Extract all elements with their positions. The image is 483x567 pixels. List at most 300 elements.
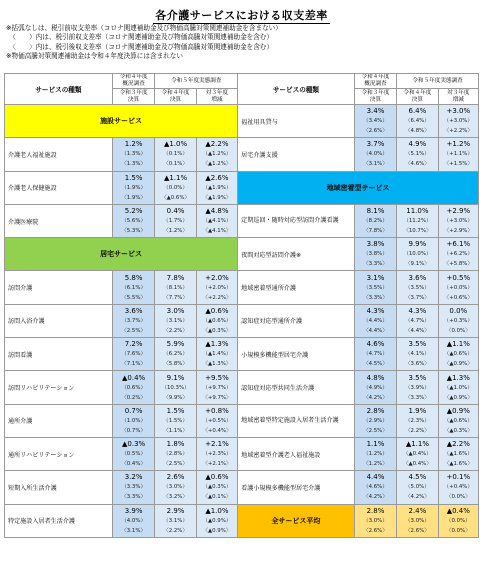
value-line: 〈0.0%〉 [446, 327, 471, 334]
value-line: 〈▲0.4%〉 [403, 461, 432, 468]
table-row [5, 204, 479, 237]
value-line: （+3.0%） [443, 118, 473, 125]
value-line: （+1.1%） [443, 151, 473, 158]
value-line: 〈4.2%〉 [363, 394, 388, 401]
service-name: 訪問看護 [5, 338, 113, 371]
value-line: 〈3.7%〉 [405, 294, 430, 301]
header-service-left: サービスの種類 [5, 74, 113, 105]
value-line: 0.0% [449, 306, 468, 315]
value-cell [196, 204, 237, 237]
value-line: （▲0.3%） [202, 484, 232, 491]
table-row [5, 304, 479, 337]
value-cell [397, 238, 438, 271]
value-cell [112, 504, 154, 537]
value-cell [155, 171, 196, 204]
header-service-right: サービスの種類 [238, 74, 355, 105]
value-line: 3.9% [124, 506, 143, 515]
value-line: （▲0.4%） [403, 451, 432, 458]
value-cell [397, 304, 438, 337]
value-cell [397, 271, 438, 304]
value-line: （6.1%） [121, 284, 146, 291]
service-name: 短期入所生活介護 [5, 471, 113, 504]
service-name: 特定施設入居者生活介護 [5, 504, 113, 537]
value-cell [397, 437, 438, 470]
value-line: （3.3%） [121, 484, 146, 491]
value-line: ▲2.6% [205, 173, 229, 182]
value-line: 〈0.4%〉 [121, 461, 146, 468]
value-line: 1.5% [166, 406, 185, 415]
value-line: 3.8% [366, 240, 385, 249]
value-line: （0.0%） [163, 184, 188, 191]
value-line: +6.1% [446, 240, 471, 249]
value-cell [155, 271, 196, 304]
value-cell [438, 504, 478, 537]
service-name: 認知症対応型共同生活介護 [238, 371, 355, 404]
service-name: 定期巡回・随時対応型訪問介護看護 [238, 204, 355, 237]
service-name: 夜間対応型訪問介護※ [238, 238, 355, 271]
total-label: 全サービス平均 [238, 504, 355, 537]
value-line: （5.1%） [405, 151, 430, 158]
value-line: （4.6%） [363, 484, 388, 491]
value-cell [354, 105, 396, 138]
value-cell [112, 171, 154, 204]
table-body [5, 74, 479, 538]
value-cell [438, 238, 478, 271]
value-line: 3.6% [408, 273, 427, 282]
value-line: 〈+0.6%〉 [443, 294, 473, 301]
service-name: 訪問リハビリテーション [5, 371, 113, 404]
value-cell [354, 304, 396, 337]
value-line: 〈2.6%〉 [363, 128, 388, 135]
value-cell [354, 138, 396, 171]
value-line: ▲0.6% [205, 473, 229, 482]
value-line: （+0.4%） [443, 484, 473, 491]
value-line: ▲1.1% [405, 440, 429, 449]
value-line: 4.8% [366, 373, 385, 382]
value-line: 9.1% [166, 373, 185, 382]
value-line: 5.9% [166, 340, 185, 349]
value-line: 〈+2.9%〉 [443, 228, 473, 235]
value-line: +1.2% [446, 140, 471, 149]
value-cell [397, 504, 438, 537]
value-line: 〈3.6%〉 [405, 361, 430, 368]
value-line: （2.3%） [405, 417, 430, 424]
header-r4-survey-right: 令和４年度 概況調査 [354, 74, 396, 89]
value-cell [196, 138, 237, 171]
value-cell [397, 338, 438, 371]
title-wrap [0, 4, 483, 24]
service-name: 地域密着型特定施設入居者生活介護 [238, 404, 355, 437]
value-line: （3.1%） [163, 317, 188, 324]
value-cell [354, 504, 396, 537]
value-line: 〈10.7%〉 [403, 228, 432, 235]
value-line: ▲0.6% [205, 306, 229, 315]
section-header: 居宅サービス [5, 238, 238, 271]
value-cell [354, 238, 396, 271]
service-name: 通所介護 [5, 404, 113, 437]
value-line: +0.8% [205, 406, 229, 415]
value-line: （4.0%） [363, 151, 388, 158]
value-cell [196, 504, 237, 537]
value-line: 〈3.3%〉 [121, 494, 146, 501]
value-line: 〈2.2%〉 [405, 427, 430, 434]
value-cell [155, 138, 196, 171]
header-r3-settle-right: 令和３年度 決算 [354, 89, 396, 105]
value-line: 1.1% [366, 440, 385, 449]
value-line: 〈▲1.2%〉 [202, 161, 232, 168]
value-line: （+0.5%） [202, 417, 232, 424]
value-line: （3.0%） [405, 517, 430, 524]
service-name: 地域密着型介護老人福祉施設 [238, 437, 355, 470]
value-line: 2.9% [166, 506, 185, 515]
value-line: （6.4%） [405, 118, 430, 125]
value-line: （5.6%） [121, 218, 146, 225]
value-line: （3.0%） [363, 517, 388, 524]
value-line: （▲1.9%） [202, 184, 232, 191]
value-line: 〈5.8%〉 [163, 361, 188, 368]
value-line: （1.3%） [121, 151, 146, 158]
value-line: （▲0.9%） [202, 517, 232, 524]
value-line: 2.8% [366, 406, 385, 415]
value-line: （▲1.2%） [202, 151, 232, 158]
value-line: 〈9.9%〉 [163, 394, 188, 401]
value-cell [112, 338, 154, 371]
value-line: 9.9% [408, 240, 427, 249]
service-name: 訪問入浴介護 [5, 304, 113, 337]
value-line: ▲1.3% [205, 340, 229, 349]
value-line: 2.8% [366, 506, 385, 515]
service-name: 介護老人福祉施設 [5, 138, 113, 171]
value-line: （6.2%） [163, 351, 188, 358]
value-line: 〈▲0.3%〉 [202, 327, 232, 334]
header-r3-settle-left: 令和３年度 決算 [112, 89, 154, 105]
value-line: 〈9.1%〉 [405, 261, 430, 268]
value-line: 〈7.8%〉 [363, 228, 388, 235]
value-line: 2.6% [166, 473, 185, 482]
value-cell [112, 471, 154, 504]
value-line: 4.6% [366, 340, 385, 349]
value-line: （3.5%） [363, 284, 388, 291]
value-cell [196, 471, 237, 504]
value-line: 〈4.4%〉 [363, 327, 388, 334]
value-line: （▲4.1%） [202, 218, 232, 225]
value-cell [155, 304, 196, 337]
table-row [5, 404, 479, 437]
value-line: 5.8% [124, 273, 143, 282]
value-line: 〈▲1.6%〉 [443, 461, 473, 468]
value-line: 〈▲0.3%〉 [443, 427, 473, 434]
header-r4-survey-left: 令和４年度 概況調査 [112, 74, 154, 89]
value-cell [112, 138, 154, 171]
service-name: 訪問介護 [5, 271, 113, 304]
value-cell [397, 404, 438, 437]
table-row [5, 504, 479, 537]
value-line: （3.1%） [163, 517, 188, 524]
header-r5-survey-right: 令和５年度実態調査 [397, 74, 479, 89]
value-cell [155, 404, 196, 437]
value-line: 3.7% [366, 140, 385, 149]
value-line: （4.7%） [405, 317, 430, 324]
value-line: 4.5% [408, 473, 427, 482]
value-line: （7.6%） [121, 351, 146, 358]
value-cell [155, 471, 196, 504]
value-line: 〈0.7%〉 [121, 427, 146, 434]
service-name: 介護医療院 [5, 204, 113, 237]
table-row [5, 371, 479, 404]
service-name: 福祉用具貸与 [238, 105, 355, 138]
value-line: （▲1.4%） [202, 351, 232, 358]
value-line: 〈2.6%〉 [363, 527, 388, 534]
value-cell [438, 471, 478, 504]
value-line: ▲1.3% [446, 373, 470, 382]
value-line: 〈3.1%〉 [363, 161, 388, 168]
value-cell [438, 271, 478, 304]
value-line: （0.0%） [446, 517, 471, 524]
value-line: 2.4% [408, 506, 427, 515]
table-row [5, 271, 479, 304]
value-line: 〈1.1%〉 [163, 427, 188, 434]
value-line: （10.0%） [403, 251, 432, 258]
value-line: 〈1.2%〉 [363, 461, 388, 468]
value-line: 〈5.5%〉 [121, 294, 146, 301]
value-line: 3.2% [124, 473, 143, 482]
value-line: 4.3% [408, 306, 427, 315]
value-line: 3.1% [366, 273, 385, 282]
note-3: 〈 〉内は、税引後収支差率（コロナ関連補助金及び物価高騰対策関連補助金を含む） [6, 42, 274, 51]
value-line: 〈2.6%〉 [405, 527, 430, 534]
value-cell [397, 138, 438, 171]
value-line: 〈2.5%〉 [121, 327, 146, 334]
value-line: 1.2% [124, 140, 143, 149]
value-line: （3.5%） [405, 284, 430, 291]
value-cell [354, 271, 396, 304]
value-line: 〈1.2%〉 [163, 228, 188, 235]
value-line: 6.4% [408, 107, 427, 116]
value-line: 〈5.3%〉 [121, 228, 146, 235]
value-cell [196, 371, 237, 404]
value-line: 〈+2.2%〉 [202, 294, 232, 301]
value-line: （+0.3%） [443, 317, 473, 324]
service-name: 認知症対応型通所介護 [238, 304, 355, 337]
value-cell [196, 404, 237, 437]
value-line: 〈+0.4%〉 [202, 427, 232, 434]
value-cell [438, 404, 478, 437]
value-line: 3.0% [166, 306, 185, 315]
value-line: 〈▲0.9%〉 [202, 527, 232, 534]
value-line: 4.3% [366, 306, 385, 315]
page-title: 各介護サービスにおける収支差率 [155, 9, 328, 22]
value-line: （3.0%） [163, 484, 188, 491]
value-line: （1.0%） [121, 417, 146, 424]
value-line: 0.4% [166, 207, 185, 216]
service-name: 看護小規模多機能型居宅介護 [238, 471, 355, 504]
value-line: ▲1.0% [205, 506, 229, 515]
value-line: 11.0% [406, 207, 429, 216]
value-line: 5.2% [124, 207, 143, 216]
value-line: （+9.7%） [202, 384, 232, 391]
value-line: 〈4.2%〉 [405, 494, 430, 501]
value-line: （3.8%） [363, 251, 388, 258]
value-line: 〈1.3%〉 [121, 161, 146, 168]
value-line: ▲1.1% [163, 173, 188, 182]
value-line: 〈+2.1%〉 [202, 461, 232, 468]
value-line: （1.7%） [163, 218, 188, 225]
value-cell [438, 105, 478, 138]
value-cell [112, 204, 154, 237]
value-cell [354, 404, 396, 437]
value-line: 〈▲1.3%〉 [202, 361, 232, 368]
value-line: 1.8% [166, 440, 185, 449]
value-line: （3.4%） [363, 118, 388, 125]
value-cell [196, 338, 237, 371]
table-row [5, 105, 479, 138]
table-row [5, 471, 479, 504]
value-line: +0.1% [446, 473, 471, 482]
value-line: 3.6% [124, 306, 143, 315]
value-cell [354, 338, 396, 371]
value-line: 〈4.2%〉 [363, 494, 388, 501]
value-line: （+2.0%） [202, 284, 232, 291]
value-line: ▲1.0% [163, 140, 188, 149]
value-line: （▲1.0%） [443, 384, 473, 391]
value-cell [438, 138, 478, 171]
table-row [5, 238, 479, 271]
value-line: 〈2.5%〉 [363, 427, 388, 434]
table-row [5, 338, 479, 371]
value-cell [354, 471, 396, 504]
note-1: ※括弧なしは、税引前収支差率（コロナ関連補助金及び物価高騰対策関連補助金を含まない） [6, 24, 282, 32]
value-cell [112, 304, 154, 337]
value-line: 〈0.2%〉 [121, 394, 146, 401]
value-line: （+6.2%） [443, 251, 473, 258]
value-line: 〈▲0.9%〉 [443, 394, 473, 401]
value-line: 〈2.2%〉 [163, 527, 188, 534]
value-line: 〈+5.8%〉 [443, 261, 473, 268]
value-cell [196, 437, 237, 470]
value-line: 〈+9.7%〉 [202, 394, 232, 401]
value-cell [438, 304, 478, 337]
value-line: 〈0.1%〉 [163, 161, 188, 168]
value-line: ▲1.1% [446, 340, 470, 349]
value-line: +2.9% [446, 207, 471, 216]
value-line: ▲0.4% [122, 373, 146, 382]
value-line: 〈▲0.9%〉 [443, 361, 473, 368]
value-line: 4.4% [366, 473, 385, 482]
value-line: +0.5% [446, 273, 471, 282]
value-line: 〈3.2%〉 [163, 494, 188, 501]
value-line: +2.1% [205, 440, 229, 449]
value-line: （10.3%） [161, 384, 190, 391]
value-cell [155, 371, 196, 404]
value-line: ▲4.8% [205, 207, 229, 216]
value-line: 〈2.2%〉 [163, 327, 188, 334]
value-line: 〈3.3%〉 [363, 294, 388, 301]
value-line: +9.5% [205, 373, 229, 382]
service-name: 小規模多機能型居宅介護 [238, 338, 355, 371]
value-line: （▲0.6%） [202, 317, 232, 324]
value-line: （4.1%） [405, 351, 430, 358]
value-line: 〈+1.5%〉 [443, 161, 473, 168]
value-line: ▲0.9% [446, 406, 470, 415]
value-line: 4.9% [408, 140, 427, 149]
table-row [5, 171, 479, 204]
section-header: 地域密着型サービス [238, 171, 479, 204]
value-line: 7.8% [166, 273, 185, 282]
value-line: +3.0% [446, 107, 471, 116]
value-line: 〈7.1%〉 [121, 361, 146, 368]
header-r4-settle-right: 令和４年度 決算 [397, 89, 438, 105]
value-line: ▲2.2% [446, 440, 470, 449]
service-name: 通所リハビリテーション [5, 437, 113, 470]
value-line: （2.9%） [363, 417, 388, 424]
value-cell [397, 204, 438, 237]
value-line: 〈3.3%〉 [405, 394, 430, 401]
value-line: 〈▲1.9%〉 [202, 194, 232, 201]
value-line: （1.2%） [363, 451, 388, 458]
value-cell [438, 437, 478, 470]
header-diff-left: 対３年度 増減 [196, 89, 237, 105]
value-line: 〈▲0.1%〉 [202, 494, 232, 501]
value-line: （3.7%） [121, 317, 146, 324]
value-line: （4.4%） [363, 317, 388, 324]
value-line: 〈4.4%〉 [405, 327, 430, 334]
value-line: 〈3.3%〉 [363, 261, 388, 268]
value-line: （▲0.6%） [443, 417, 473, 424]
value-line: （▲1.6%） [443, 451, 473, 458]
value-line: （4.9%） [363, 384, 388, 391]
value-line: （+2.3%） [202, 451, 232, 458]
value-line: （+3.0%） [443, 218, 473, 225]
value-line: 〈1.9%〉 [121, 194, 146, 201]
value-cell [397, 471, 438, 504]
value-line: 1.9% [408, 406, 427, 415]
table-row [5, 437, 479, 470]
value-line: ▲2.2% [205, 140, 229, 149]
value-line: （+0.0%） [443, 284, 473, 291]
value-line: 7.2% [124, 340, 143, 349]
value-cell [438, 371, 478, 404]
value-line: +2.0% [205, 273, 229, 282]
value-cell [112, 371, 154, 404]
value-cell [155, 204, 196, 237]
value-line: （1.9%） [121, 184, 146, 191]
value-cell [112, 271, 154, 304]
value-line: （11.2%） [403, 218, 432, 225]
value-line: 〈0.0%〉 [446, 494, 471, 501]
value-line: （0.5%） [121, 451, 146, 458]
value-cell [354, 204, 396, 237]
value-line: 3.5% [408, 373, 427, 382]
value-line: （0.6%） [121, 384, 146, 391]
value-line: 〈▲4.1%〉 [202, 228, 232, 235]
value-line: （0.1%） [163, 151, 188, 158]
value-line: （8.1%） [163, 284, 188, 291]
value-line: 1.5% [124, 173, 143, 182]
value-line: （4.0%） [121, 517, 146, 524]
service-name: 介護老人保健施設 [5, 171, 113, 204]
value-line: （▲0.6%） [443, 351, 473, 358]
value-line: 〈7.7%〉 [163, 294, 188, 301]
value-line: 〈▲0.6%〉 [161, 194, 190, 201]
value-line: 3.5% [408, 340, 427, 349]
header-r5-survey-left: 令和５年度実態調査 [155, 74, 238, 89]
note-2: （ ）内は、税引前収支差率（コロナ関連補助金及び物価高騰対策関連補助金を含む） [6, 33, 274, 42]
value-cell [155, 437, 196, 470]
notes [6, 24, 282, 62]
value-line: 〈4.6%〉 [405, 161, 430, 168]
value-line: 〈3.1%〉 [121, 527, 146, 534]
header-r4-settle-left: 令和４年度 決算 [155, 89, 196, 105]
